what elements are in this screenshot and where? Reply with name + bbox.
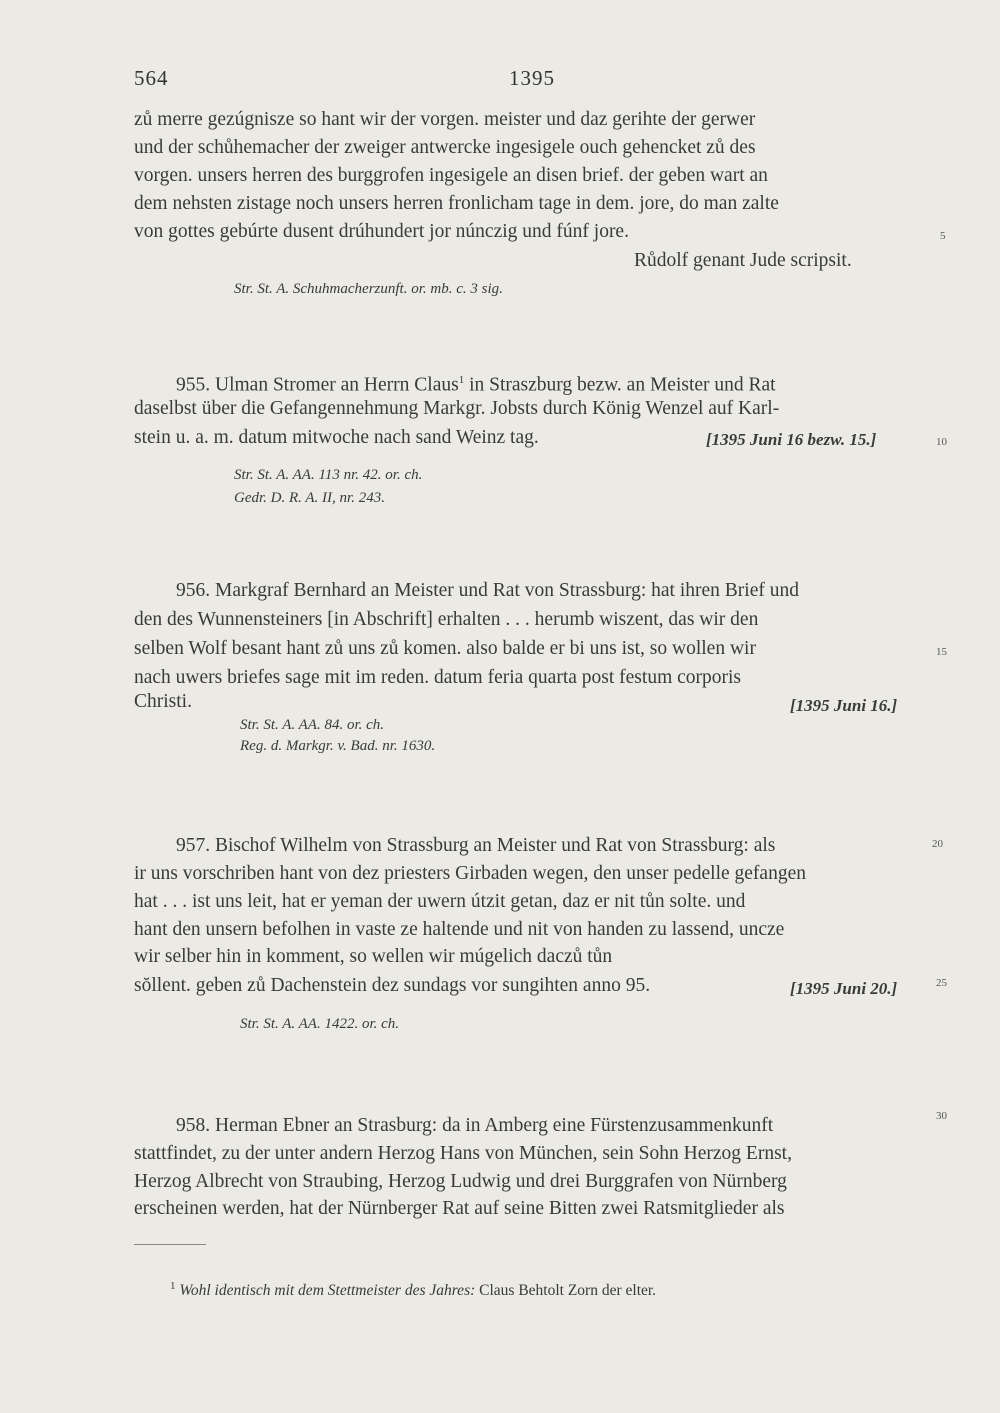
source-citation: Gedr. D. R. A. II, nr. 243.: [234, 490, 385, 506]
text-line: stein u. a. m. datum mitwoche nach sand Weinz tag.: [134, 427, 539, 448]
entry-date: [1395 Juni 20.]: [790, 979, 898, 998]
entry-heading: Bischof Wilhelm von Strassburg an Meister und Rat von Strassburg: als: [215, 835, 776, 856]
entry-line: [176, 1114, 773, 1138]
text-line: stattfindet, zu der unter andern Herzog Hans von München, sein Sohn Herzog Ernst,: [134, 1143, 792, 1164]
footnote-italic-text: Wohl identisch mit dem Stettmeister des Jahres:: [179, 1282, 476, 1300]
entry-line: [176, 579, 799, 603]
footnote: [170, 1280, 656, 1300]
entry-number: 958.: [176, 1115, 211, 1136]
entry-number: 956.: [176, 580, 211, 601]
text-line: selben Wolf besant hant zů uns zů komen. also balde er bi uns ist, so wollen wir: [134, 638, 756, 659]
entry-line: [176, 368, 776, 398]
entry-heading-cont: in Straszburg bezw. an Meister und Rat: [464, 374, 776, 396]
entry-heading: Markgraf Bernhard an Meister und Rat von Strassburg: hat ihren Brief und: [215, 580, 799, 601]
text-line: Christi.: [134, 691, 192, 712]
text-line: den des Wunnensteiners [in Abschrift] erhalten . . . herumb wiszent, das wir den: [134, 609, 759, 630]
entry-number: 957.: [176, 835, 211, 856]
footnote-separator: [134, 1244, 206, 1245]
text-line: vorgen. unsers herren des burggrofen ingesigele an disen brief. der geben wart an: [134, 165, 768, 186]
text-line: sŏllent. geben zů Dachenstein dez sundags vor sungihten anno 95.: [134, 975, 651, 996]
margin-line-number: 15: [936, 646, 947, 658]
entry-date: [1395 Juni 16 bezw. 15.]: [706, 430, 877, 449]
text-line: Herzog Albrecht von Straubing, Herzog Ludwig und drei Burggrafen von Nürnberg: [134, 1171, 787, 1192]
margin-line-number: 5: [940, 230, 946, 242]
text-line: wir selber hin in komment, so wellen wir múgelich daczů tůn: [134, 946, 613, 967]
footnote-reference: 1: [458, 374, 465, 386]
page-number: 564: [134, 66, 169, 90]
text-line: daselbst über die Gefangennehmung Markgr. Jobsts durch König Wenzel auf Karl-: [134, 398, 780, 419]
text-line: von gottes gebúrte dusent drúhundert jor núnczig und fúnf jore.: [134, 221, 629, 242]
entry-line: [176, 834, 775, 858]
entry-heading: Herman Ebner an Strasburg: da in Amberg eine Fürstenzusammenkunft: [215, 1115, 774, 1136]
footnote-mark: 1: [170, 1280, 176, 1292]
text-line: hant den unsern befolhen in vaste ze haltende und nit von handen zu lassend, uncze: [134, 919, 785, 940]
margin-line-number: 20: [932, 838, 943, 850]
entry-heading: Ulman Stromer an Herrn Claus: [215, 374, 459, 396]
entry-date: [1395 Juni 16.]: [790, 696, 898, 715]
margin-line-number: 30: [936, 1110, 947, 1122]
source-citation: Str. St. A. AA. 113 nr. 42. or. ch.: [234, 467, 423, 483]
entry-number: 955.: [176, 374, 211, 396]
text-line: hat . . . ist uns leit, hat er yeman der uwern útzit getan, daz er nit tůn solte. und: [134, 891, 746, 912]
text-line: und der schůhemacher der zweiger antwercke ingesigele ouch gehencket zů des: [134, 137, 756, 158]
margin-line-number: 25: [936, 977, 947, 989]
margin-line-number: 10: [936, 436, 947, 448]
scribe-signature: Růdolf genant Jude scripsit.: [634, 250, 852, 271]
text-line: ir uns vorschriben hant von dez priesters Girbaden wegen, den unser pedelle gefangen: [134, 863, 806, 884]
source-citation: Reg. d. Markgr. v. Bad. nr. 1630.: [240, 738, 436, 754]
text-line: erscheinen werden, hat der Nürnberger Rat auf seine Bitten zwei Ratsmitglieder als: [134, 1198, 785, 1219]
footnote-roman-text: Claus Behtolt Zorn der elter.: [475, 1282, 657, 1300]
running-title-year: 1395: [509, 66, 555, 90]
source-citation: Str. St. A. AA. 84. or. ch.: [240, 717, 385, 733]
source-citation: Str. St. A. Schuhmacherzunft. or. mb. c. 3 sig.: [234, 281, 503, 297]
text-line: zů merre gezúgnisze so hant wir der vorgen. meister und daz gerihte der gerwer: [134, 109, 756, 130]
text-line: nach uwers briefes sage mit im reden. datum feria quarta post festum corporis: [134, 667, 742, 688]
source-citation: Str. St. A. AA. 1422. or. ch.: [240, 1016, 400, 1032]
text-line: dem nehsten zistage noch unsers herren fronlicham tage in dem. jore, do man zalte: [134, 193, 779, 214]
